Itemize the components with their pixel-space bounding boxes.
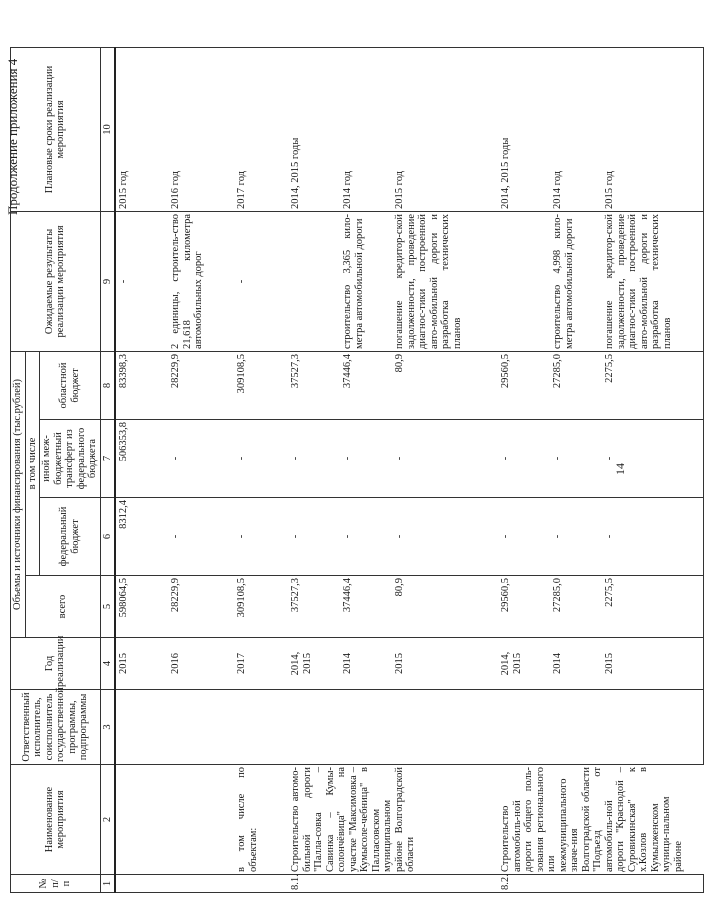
federal-amount: -: [393, 498, 499, 576]
expected-result: -: [235, 211, 289, 351]
activity-name: [169, 765, 235, 875]
activity-name: [115, 765, 169, 875]
total-amount: 27285,0: [551, 576, 603, 638]
expected-result: [289, 211, 341, 351]
expected-result: -: [115, 211, 169, 351]
planned-term: 2015 год: [603, 47, 703, 211]
interbudget-amount: -: [603, 420, 703, 498]
activity-name: Строительство автомо-бильной дороги "Палла-совка – Савинка – Кумы-солончёвица" на участке "Максимовка – Кумысоле-чебница" в Палласовском муниципальном районе Волгоградской области: [289, 765, 499, 875]
executor: [235, 690, 289, 765]
column-number: 10: [100, 47, 115, 211]
table-row: [289, 47, 341, 892]
total-amount: 309108,5: [235, 576, 289, 638]
executor: [115, 690, 169, 765]
regional-amount: 37446,4: [341, 351, 393, 419]
expected-result: 2 единицы, строитель-ство 21,618 километра автомобильных дорог: [169, 211, 235, 351]
column-number: 2: [100, 765, 115, 875]
row-number: [551, 875, 603, 893]
year: 2015: [393, 638, 499, 690]
regional-amount: 28229,9: [169, 351, 235, 419]
expected-result: строительство 4,998 кило-метра автомобильной дороги: [551, 211, 603, 351]
total-amount: 80,9: [393, 576, 499, 638]
total-amount: 2275,5: [603, 576, 703, 638]
planned-term: 2014, 2015 годы: [289, 47, 341, 211]
expected-result: строительство 3,365 кило-метра автомобильной дороги: [341, 211, 393, 351]
column-numbers-row: [100, 47, 115, 892]
regional-amount: 2275,5: [603, 351, 703, 419]
year: 2015: [115, 638, 169, 690]
executor: [551, 690, 603, 765]
appendix-caption: Продолжение приложения 4: [5, 58, 20, 215]
column-number: 4: [100, 638, 115, 690]
header-results: Ожидаемые результаты реализации мероприятия: [11, 211, 101, 351]
executor: [169, 690, 235, 765]
regional-amount: 309108,5: [235, 351, 289, 419]
year: 2015: [603, 638, 703, 690]
planned-term: 2014 год: [341, 47, 393, 211]
header-name: Наименование мероприятия: [11, 765, 101, 875]
column-number: 6: [100, 498, 115, 576]
header-deadlines: Плановые сроки реализации мероприятия: [11, 47, 101, 211]
table-row: [499, 47, 551, 892]
column-number: 7: [100, 420, 115, 498]
row-number: [393, 875, 499, 893]
federal-amount: -: [169, 498, 235, 576]
interbudget-amount: -: [551, 420, 603, 498]
interbudget-amount: -: [289, 420, 341, 498]
header-executor: Ответственный исполнитель, соисполнитель государственной программы, подпрограммы: [11, 690, 101, 765]
year: 2014, 2015: [289, 638, 341, 690]
expected-result: погашение кредитор-ской задолженности, проведение диагнос-тики построенной авто-мобильной дороги и разработка технических планов: [603, 211, 703, 351]
header-interbudget: иной меж-бюджетный трансферт из федерального бюджета: [40, 420, 101, 498]
interbudget-amount: -: [499, 420, 551, 498]
column-number: 1: [100, 875, 115, 893]
year: 2016: [169, 638, 235, 690]
row-number: [341, 875, 393, 893]
interbudget-amount: -: [393, 420, 499, 498]
table-row: [115, 47, 169, 892]
row-number: [115, 875, 169, 893]
planned-term: 2014 год: [551, 47, 603, 211]
year: 2017: [235, 638, 289, 690]
column-number: 3: [100, 690, 115, 765]
column-number: 8: [100, 351, 115, 419]
interbudget-amount: -: [341, 420, 393, 498]
header-inclusive: в том числе: [25, 351, 40, 575]
total-amount: 37527,3: [289, 576, 341, 638]
row-number: 8.1.: [289, 875, 341, 893]
header-no: № п/п: [11, 875, 101, 893]
header-federal: федеральный бюджет: [40, 498, 101, 576]
year: 2014, 2015: [499, 638, 551, 690]
row-number: [235, 875, 289, 893]
planned-term: 2017 год: [235, 47, 289, 211]
header-year: Год реализации: [11, 638, 101, 690]
header-total: всего: [25, 576, 100, 638]
header-regional: областной бюджет: [40, 351, 101, 419]
row-number: [169, 875, 235, 893]
total-amount: 598064,5: [115, 576, 169, 638]
executor: [393, 690, 499, 765]
executor: [289, 690, 341, 765]
federal-amount: -: [341, 498, 393, 576]
regional-amount: 27285,0: [551, 351, 603, 419]
table-row: [169, 47, 235, 892]
planned-term: 2015 год: [115, 47, 169, 211]
federal-amount: -: [499, 498, 551, 576]
row-number: 8.2.: [499, 875, 551, 893]
expected-result: погашение кредитор-ской задолженности, проведение диагнос-тики построенной авто-мобильной дороги и разработка технических планов: [393, 211, 499, 351]
federal-amount: -: [235, 498, 289, 576]
column-number: 9: [100, 211, 115, 351]
total-amount: 29560,5: [499, 576, 551, 638]
executor: [499, 690, 551, 765]
executor: [341, 690, 393, 765]
expected-result: [499, 211, 551, 351]
federal-amount: -: [289, 498, 341, 576]
planned-term: 2016 год: [169, 47, 235, 211]
regional-amount: 80,9: [393, 351, 499, 419]
page-number: 14: [613, 463, 627, 475]
federal-amount: 8312,4: [115, 498, 169, 576]
federal-amount: -: [603, 498, 703, 576]
regional-amount: 83398,3: [115, 351, 169, 419]
column-number: 5: [100, 576, 115, 638]
interbudget-amount: 506353,8: [115, 420, 169, 498]
header-funding-group: Объемы и источники финансирования (тыс.рублей): [11, 351, 26, 637]
total-amount: 37446,4: [341, 576, 393, 638]
funding-table: [10, 47, 704, 893]
executor: [603, 690, 703, 765]
activity-name: в том числе по объектам:: [235, 765, 289, 875]
planned-term: 2014, 2015 годы: [499, 47, 551, 211]
regional-amount: 29560,5: [499, 351, 551, 419]
table-row: [235, 47, 289, 892]
federal-amount: -: [551, 498, 603, 576]
regional-amount: 37527,3: [289, 351, 341, 419]
activity-name: Строительство автомобиль-ной дороги общего поль-зования регионального или межмуниципального значе-ния Волгоградской области "Подъезд от автомобиль-ной дороги "Краснодой – Суровикинская" к х.Козлов в Кумылженском муници-пальном районе: [499, 765, 703, 875]
row-number: [603, 875, 703, 893]
total-amount: 28229,9: [169, 576, 235, 638]
planned-term: 2015 год: [393, 47, 499, 211]
interbudget-amount: -: [169, 420, 235, 498]
interbudget-amount: -: [235, 420, 289, 498]
year: 2014: [341, 638, 393, 690]
year: 2014: [551, 638, 603, 690]
